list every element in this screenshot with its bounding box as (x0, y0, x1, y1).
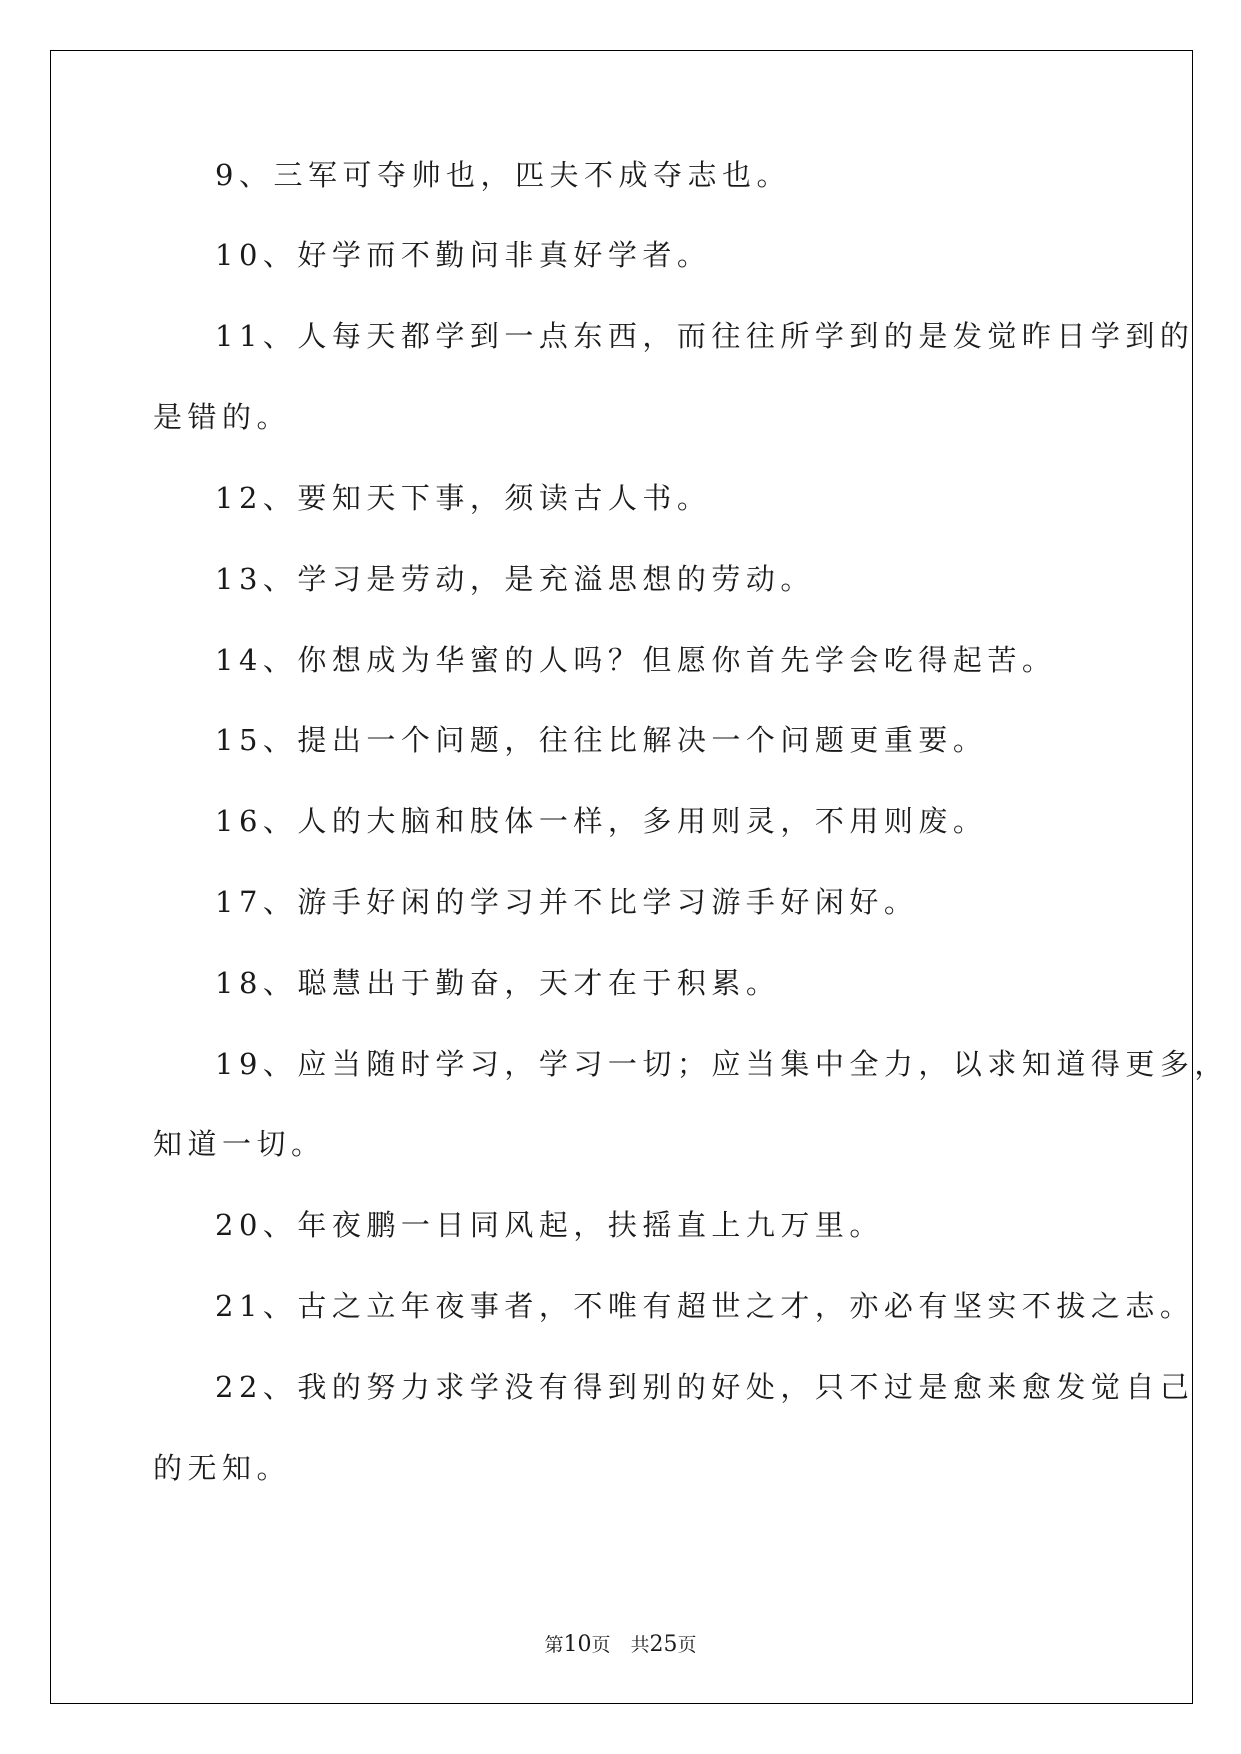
quote-line-15: 15、提出一个问题，往往比解决一个问题更重要。 (215, 723, 988, 757)
quote-line-12: 12、要知天下事，须读古人书。 (215, 481, 712, 515)
quote-line-20: 20、年夜鹏一日同风起，扶摇直上九万里。 (215, 1208, 884, 1242)
quote-line-18: 18、聪慧出于勤奋，天才在于积累。 (215, 966, 781, 1000)
quote-line-22-cont: 的无知。 (153, 1451, 292, 1485)
current-page-number: 10 (563, 1632, 592, 1657)
quote-line-22: 22、我的努力求学没有得到别的好处，只不过是愈来愈发觉自己 (215, 1370, 1195, 1404)
page-suffix: 页 (591, 1634, 611, 1656)
quote-line-21: 21、古之立年夜事者，不唯有超世之才，亦必有坚实不拔之志。 (215, 1289, 1195, 1323)
page-footer (0, 1630, 1241, 1657)
total-prefix: 共 (630, 1634, 650, 1656)
quote-line-17: 17、游手好闲的学习并不比学习游手好闲好。 (215, 885, 919, 919)
total-suffix: 页 (677, 1634, 697, 1656)
quote-line-13: 13、学习是劳动，是充溢思想的劳动。 (215, 562, 815, 596)
quote-line-19: 19、应当随时学习，学习一切；应当集中全力，以求知道得更多， (215, 1047, 1229, 1081)
page-prefix: 第 (544, 1634, 564, 1656)
quote-line-19-cont: 知道一切。 (153, 1127, 326, 1161)
quote-line-11-cont: 是错的。 (153, 400, 292, 434)
quote-line-9: 9、三军可夺帅也，匹夫不成夺志也。 (215, 158, 791, 192)
quote-line-16: 16、人的大脑和肢体一样，多用则灵，不用则废。 (215, 804, 988, 838)
quote-line-10: 10、好学而不勤问非真好学者。 (215, 238, 712, 272)
total-pages-number: 25 (649, 1632, 678, 1657)
quote-line-14: 14、你想成为华蜜的人吗？但愿你首先学会吃得起苦。 (215, 643, 1057, 677)
quote-line-11: 11、人每天都学到一点东西，而往往所学到的是发觉昨日学到的 (215, 319, 1195, 353)
